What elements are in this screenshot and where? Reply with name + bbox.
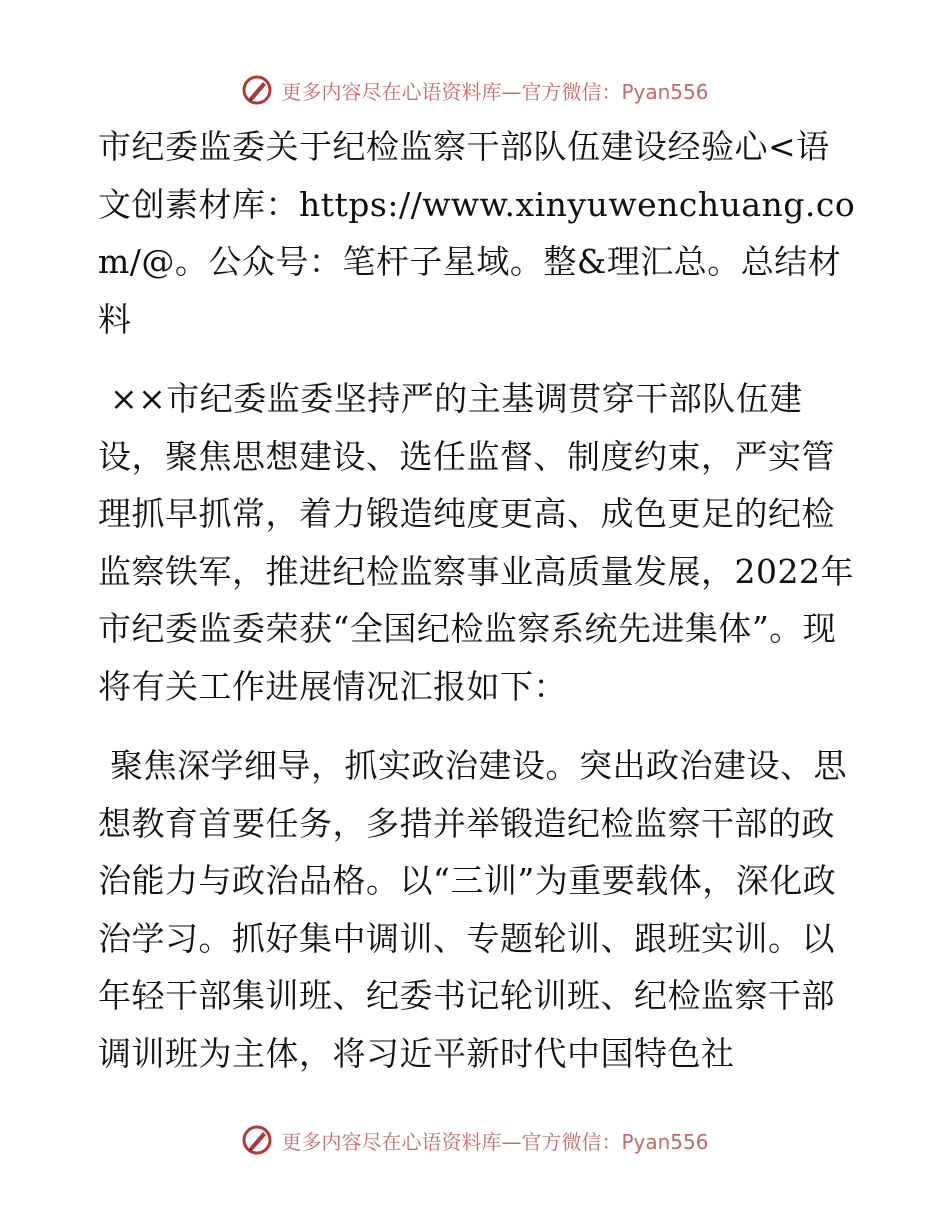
pen-logo-icon	[241, 1124, 273, 1156]
header-banner-text: 更多内容尽在心语资料库—官方微信：Pyan556	[281, 79, 709, 104]
footer-banner	[0, 1120, 950, 1160]
header-banner	[0, 70, 950, 110]
document-body	[98, 118, 858, 1082]
paragraph-political-building: 聚焦深学细导，抓实政治建设。突出政治建设、思想教育首要任务，多措并举锻造纪检监察干部的政治能力与政治品格。以“三训”为重要载体，深化政治学习。抓好集中调训、专题轮训、跟班实训。以年轻干部集训班、纪委书记轮训班、纪检监察干部调训班为主体，将习近平新时代中国特色社	[98, 746, 847, 1073]
document-title: 市纪委监委关于纪检监察干部队伍建设经验心<语文创素材库：https://www.xinyuwenchuang.com/@。公众号：笔杆子星域。整&理汇总。总结材料	[98, 127, 856, 339]
footer-banner-text: 更多内容尽在心语资料库—官方微信：Pyan556	[281, 1129, 709, 1154]
pen-logo-icon	[241, 74, 273, 106]
paragraph-intro: ××市纪委监委坚持严的主基调贯穿干部队伍建设，聚焦思想建设、选任监督、制度约束，严实管理抓早抓常，着力锻造纯度更高、成色更足的纪检监察铁军，推进纪检监察事业高质量发展，2022年市纪委监委荣获“全国纪检监察系统先进集体”。现将有关工作进展情况汇报如下：	[98, 379, 854, 706]
